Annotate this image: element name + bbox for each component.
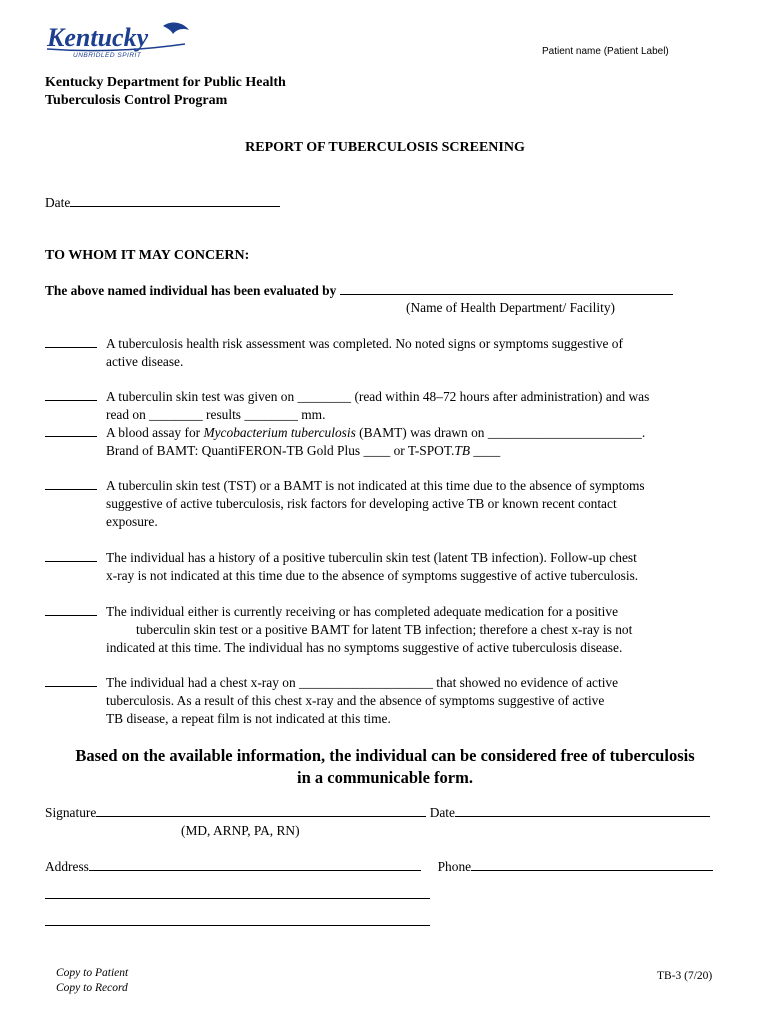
- phone-label: Phone: [437, 859, 472, 874]
- program-name: Tuberculosis Control Program: [45, 93, 228, 108]
- facility-field[interactable]: [340, 282, 673, 295]
- phone-field[interactable]: [471, 858, 713, 871]
- checklist-item-skin-test: A tuberculin skin test was given on ________ (read within 48–72 hours after administration) and was read on ________ results ________ mm.: [45, 388, 725, 424]
- date-row: [45, 194, 280, 212]
- checklist-item-not-indicated: A tuberculin skin test (TST) or a BAMT is not indicated at this time due to the absence of symptoms suggestive of active tuberculosis, risk factors for developing active TB or known recent contact exposure.: [45, 477, 725, 531]
- evaluated-by-row: [45, 282, 673, 300]
- checklist-blank[interactable]: [45, 477, 97, 490]
- date-field[interactable]: [70, 194, 280, 207]
- copy-distribution: [56, 966, 128, 996]
- patient-label: Patient name (Patient Label): [542, 46, 669, 57]
- copy-to-patient: Copy to Patient: [56, 967, 129, 979]
- checklist-blank[interactable]: [45, 388, 97, 401]
- checklist-item-medication: The individual either is currently receiving or has completed adequate medication for a positive tuberculin skin test or a positive BAMT for latent TB infection; therefore a chest x-ray is not indicated at this time. The individual has no symptoms suggestive of active tuberculosis disease.: [45, 603, 725, 657]
- checklist-blank[interactable]: [45, 335, 97, 348]
- signature-label: Signature: [45, 805, 97, 820]
- conclusion-statement: Based on the available information, the individual can be considered free of tuberculosis in a communicable form.: [75, 746, 695, 787]
- kentucky-logo: [45, 20, 195, 60]
- page-title: REPORT OF TUBERCULOSIS SCREENING: [245, 140, 525, 155]
- copy-to-record: Copy to Record: [56, 982, 128, 994]
- address-field-line-3[interactable]: [45, 924, 430, 926]
- credentials-caption: (MD, ARNP, PA, RN): [181, 823, 300, 838]
- salutation: TO WHOM IT MAY CONCERN:: [45, 248, 250, 263]
- logo-tagline: UNBRIDLED SPIRIT: [73, 52, 142, 59]
- department-name: Kentucky Department for Public Health: [45, 75, 286, 90]
- signature-date-field[interactable]: [455, 804, 710, 817]
- checklist-blank[interactable]: [45, 549, 97, 562]
- checklist-blank[interactable]: [45, 674, 97, 687]
- date-label: Date: [45, 195, 71, 210]
- logo-wordmark: Kentucky: [47, 23, 149, 52]
- signature-date-label: Date: [429, 805, 455, 820]
- signature-field[interactable]: [96, 804, 426, 817]
- address-row: [45, 858, 735, 876]
- checklist-item-blood-assay: A blood assay for Mycobacterium tuberculosis (BAMT) was drawn on _______________________. Brand of BAMT: QuantiFERON-TB Gold Plus ____ or T-SPOT.TB ____: [45, 424, 725, 460]
- signature-row: [45, 804, 735, 822]
- address-field[interactable]: [89, 858, 421, 871]
- evaluated-by-label: The above named individual has been evaluated by: [45, 283, 337, 298]
- checklist-item-chest-xray: The individual had a chest x-ray on ____________________ that showed no evidence of active tuberculosis. As a result of this chest x-ray and the absence of symptoms suggestive of active TB disease, a repeat film is not indicated at this time.: [45, 674, 725, 728]
- checklist-blank[interactable]: [45, 603, 97, 616]
- horse-icon: [163, 23, 189, 34]
- kentucky-logo-graphic: [45, 20, 195, 60]
- department-heading: [45, 74, 286, 110]
- address-field-line-2[interactable]: [45, 897, 430, 899]
- checklist-item-risk-assessment: A tuberculosis health risk assessment was completed. No noted signs or symptoms suggestive of active disease.: [45, 335, 725, 371]
- checklist-item-positive-history: The individual has a history of a positive tuberculin skin test (latent TB infection). Follow-up chest x-ray is not indicated at this time due to the absence of symptoms suggestive of active tuberculosis.: [45, 549, 725, 585]
- address-label: Address: [45, 859, 89, 874]
- facility-caption: (Name of Health Department/ Facility): [406, 300, 615, 315]
- checklist-blank[interactable]: [45, 424, 97, 437]
- form-id: TB-3 (7/20): [657, 970, 713, 982]
